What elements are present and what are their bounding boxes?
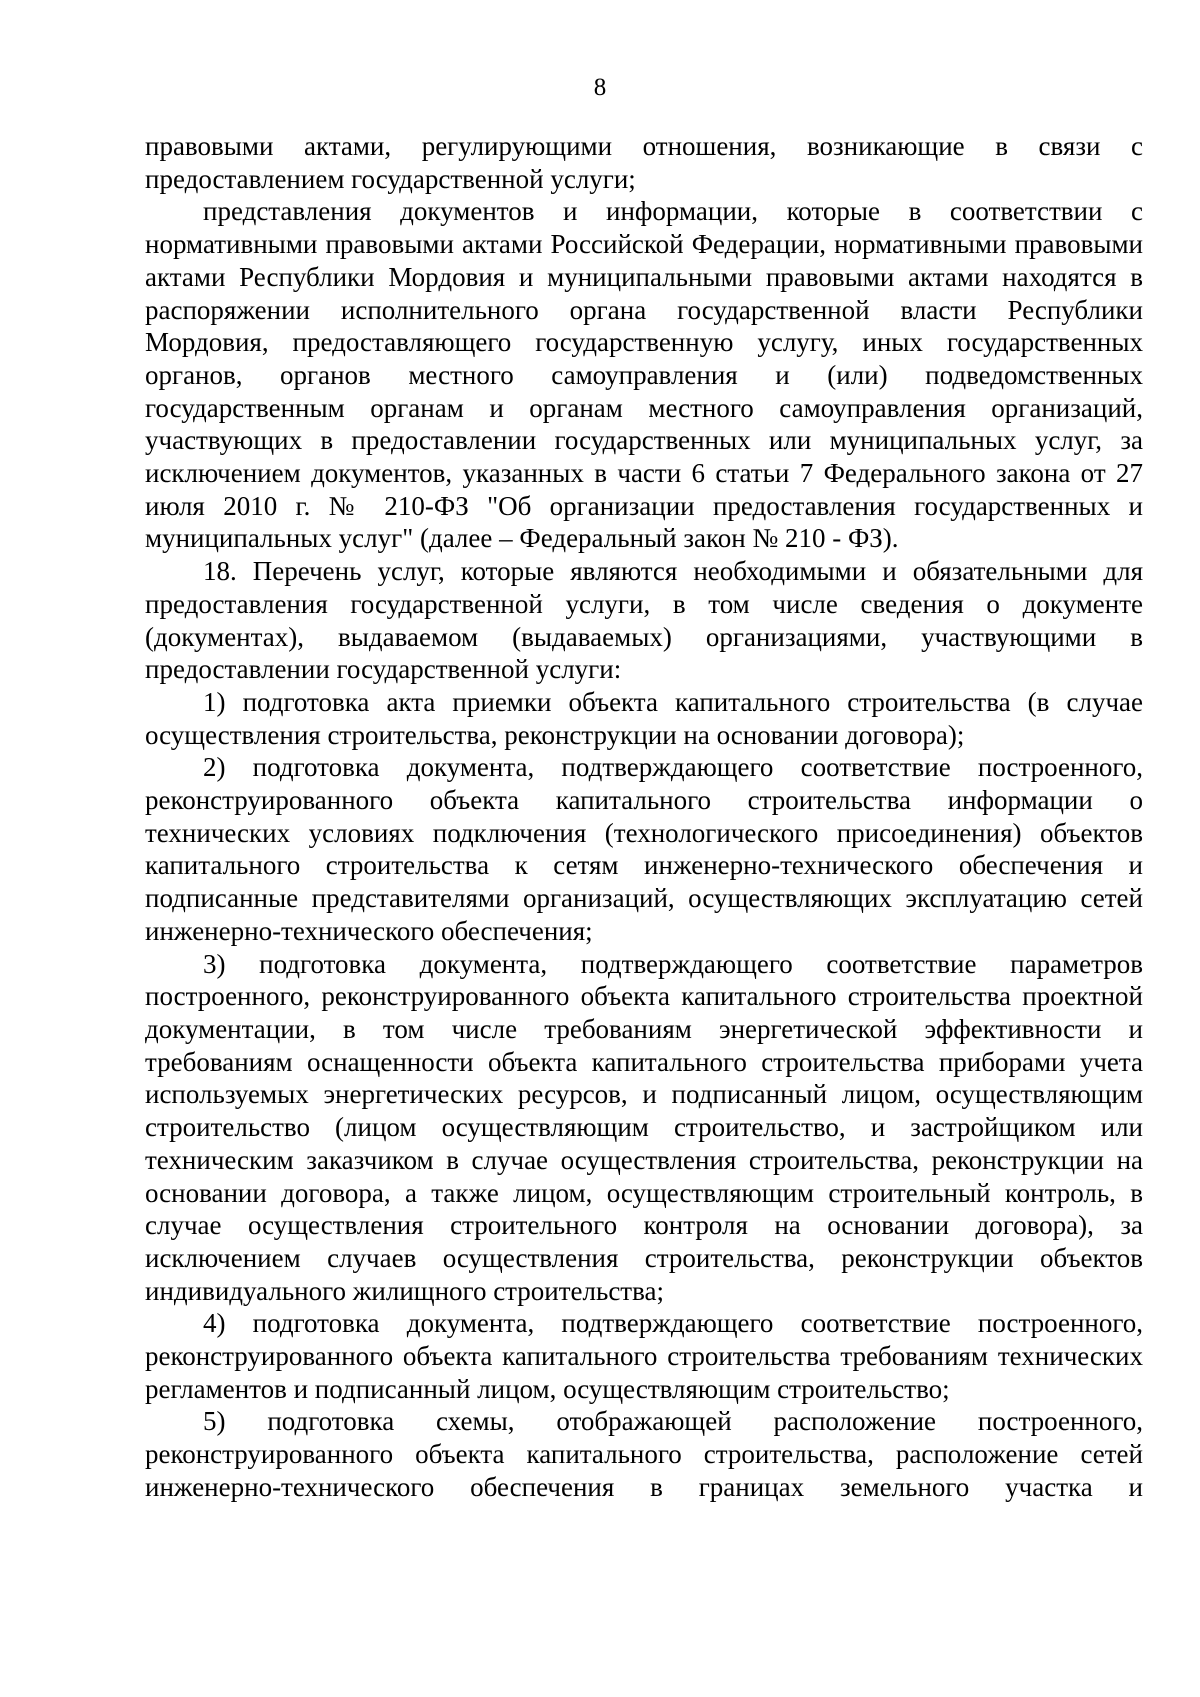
list-item-4: 4) подготовка документа, подтверждающего соответствие построенного, реконструированного объекта капитального строительства требованиям технических регламентов и подписанный лицом, осуществляющим строительство; — [145, 1308, 1143, 1404]
list-item-1: 1) подготовка акта приемки объекта капитального строительства (в случае осуществления строительства, реконструкции на основании договора); — [145, 686, 1143, 750]
list-item-2: 2) подготовка документа, подтверждающего соответствие построенного, реконструированного объекта капитального строительства информации о технических условиях подключения (технологического присоединения) объектов капитального строительства к сетям инженерно-технического обеспечения и подписанные представителями организаций, осуществляющих эксплуатацию сетей инженерно-технического обеспечения; — [145, 752, 1143, 946]
paragraph-documents-info: представления документов и информации, которые в соответствии с нормативными правовыми актами Российской Федерации, нормативными правовыми актами Республики Мордовия и муниципальными правовыми актами находятся в распоряжении исполнительного органа государственной власти Республики Мордовия, предоставляющего государственную услугу, иных государственных органов, органов местного самоуправления и (или) подведомственных государственным органам и органам местного самоуправления организаций, участвующих в предоставлении государственных или муниципальных услуг, за исключением документов, указанных в части 6 статьи 7 Федерального закона от 27 июля 2010 г. № 210-ФЗ "Об организации предоставления государственных и муниципальных услуг" (далее – Федеральный закон № 210 - ФЗ). — [145, 196, 1143, 554]
paragraph-item-18: 18. Перечень услуг, которые являются необходимыми и обязательными для предоставления государственной услуги, в том числе сведения о документе (документах), выдаваемом (выдаваемых) организациями, участвующими в предоставлении государственной услуги: — [145, 556, 1143, 685]
list-item-5: 5) подготовка схемы, отображающей расположение построенного, реконструированного объекта капитального строительства, расположение сетей инженерно-технического обеспечения в границах земельного участка и — [145, 1406, 1143, 1502]
paragraph-continuation: правовыми актами, регулирующими отношения, возникающие в связи с предоставлением государственной услуги; — [145, 131, 1143, 194]
document-body — [145, 130, 1143, 1504]
list-item-3: 3) подготовка документа, подтверждающего соответствие параметров построенного, реконструированного объекта капитального строительства проектной документации, в том числе требованиям энергетической эффективности и требованиям оснащенности объекта капитального строительства приборами учета используемых энергетических ресурсов, и подписанный лицом, осуществляющим строительство (лицом осуществляющим строительство, и застройщиком или техническим заказчиком в случае осуществления строительства, реконструкции на основании договора, а также лицом, осуществляющим строительный контроль, в случае осуществления строительного контроля на основании договора), за исключением случаев осуществления строительства, реконструкции объектов индивидуального жилищного строительства; — [145, 948, 1143, 1306]
page-number: 8 — [593, 74, 607, 101]
